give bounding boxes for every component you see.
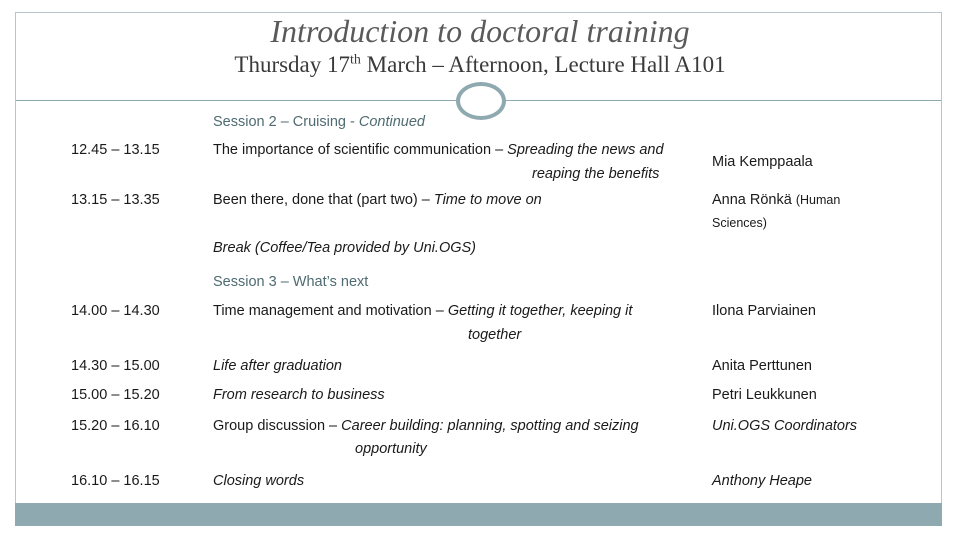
footer-bar (15, 503, 942, 526)
speaker: Ilona Parviainen (712, 303, 816, 319)
session-2-label (213, 111, 425, 134)
speaker: Petri Leukkunen (712, 387, 817, 403)
session-2-label-continued: Continued (358, 114, 425, 130)
time-cell: 15.20 – 16.10 (71, 418, 160, 434)
talk-title-main: Group discussion – (213, 418, 342, 434)
time-cell: 16.10 – 16.15 (71, 473, 160, 489)
speaker (712, 189, 840, 212)
talk-title (213, 139, 664, 162)
time-cell: 14.00 – 14.30 (71, 303, 160, 319)
talk-title (213, 300, 632, 323)
talk-subtitle: Time to move on (433, 192, 542, 208)
subtitle-rest: March – Afternoon, Lecture Hall A101 (360, 52, 726, 77)
page-title: Introduction to doctoral training (270, 13, 690, 49)
subtitle-date: Thursday 17 (234, 52, 351, 77)
talk-title-main: The importance of scientific communication – (213, 142, 508, 158)
time-cell: 15.00 – 15.20 (71, 387, 160, 403)
talk-subtitle: Spreading the news and (507, 142, 664, 158)
subtitle-sup: th (350, 52, 361, 68)
talk-subtitle-cont: opportunity (355, 441, 427, 457)
talk-title (213, 189, 542, 212)
speaker: Anthony Heape (712, 473, 812, 489)
break-row: Break (Coffee/Tea provided by Uni.OGS) (213, 240, 477, 256)
decorative-ring-icon (456, 82, 506, 120)
session-3-label: Session 3 – What’s next (213, 274, 369, 290)
time-cell: 13.15 – 13.35 (71, 192, 160, 208)
talk-title: From research to business (213, 387, 385, 403)
talk-subtitle-cont: together (468, 327, 522, 343)
talk-title: Life after graduation (213, 358, 342, 374)
talk-subtitle: Career building: planning, spotting and seizing (341, 418, 639, 434)
time-cell: 14.30 – 15.00 (71, 358, 160, 374)
page-subtitle (0, 52, 960, 78)
talk-title-main: Been there, done that (part two) – (213, 192, 434, 208)
speaker-name: Anna Rönkä (712, 192, 792, 208)
talk-title-main: Time management and motivation – (213, 303, 448, 319)
session-2-label-main: Session 2 – Cruising - (213, 114, 359, 130)
speaker-note-cont: Sciences) (712, 216, 767, 230)
time-cell: 12.45 – 13.15 (71, 142, 160, 158)
talk-subtitle: Getting it together, keeping it (447, 303, 633, 319)
speaker: Mia Kemppaala (712, 154, 813, 170)
talk-subtitle-cont: reaping the benefits (532, 166, 660, 182)
talk-title: Closing words (213, 473, 305, 489)
speaker: Uni.OGS Coordinators (712, 418, 858, 434)
speaker-note: (Human (795, 193, 841, 207)
speaker: Anita Perttunen (712, 358, 812, 374)
talk-title (213, 415, 639, 438)
